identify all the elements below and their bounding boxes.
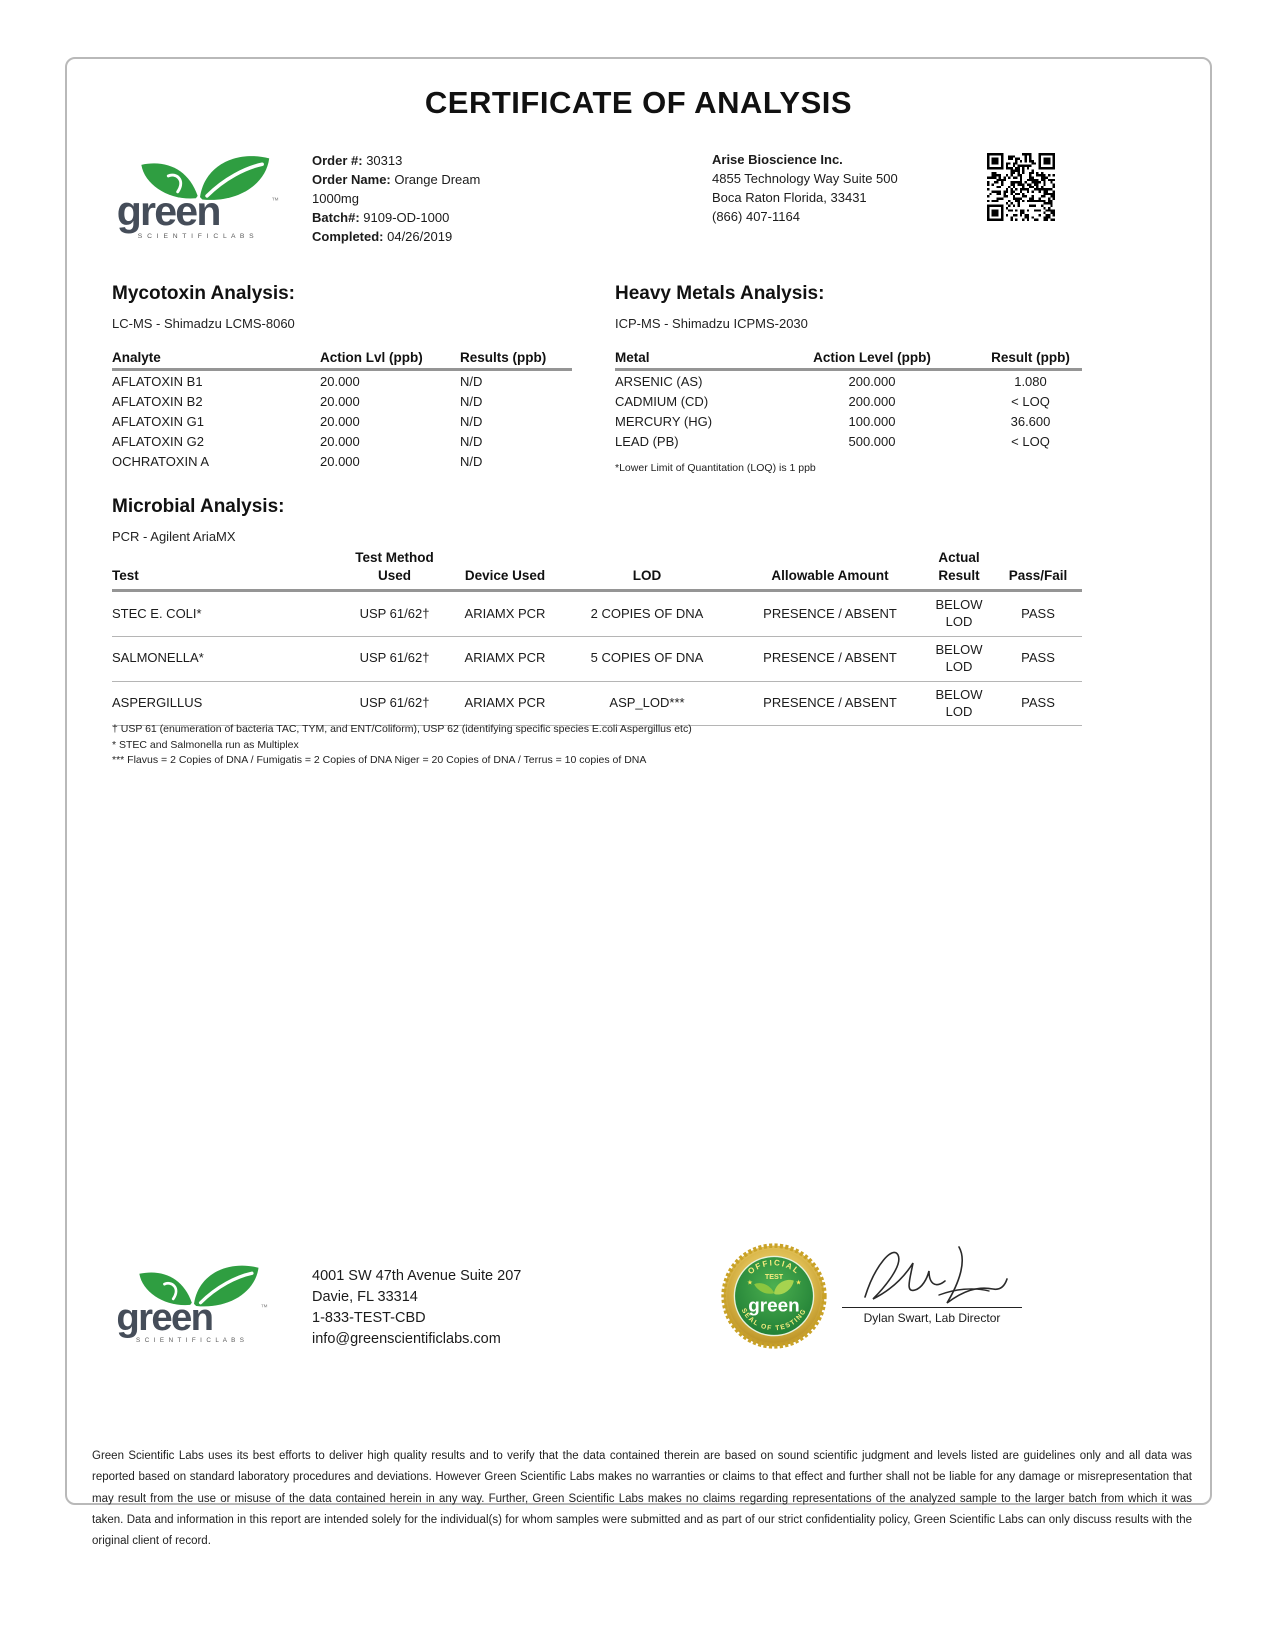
table-cell: 5 COPIES OF DNA: [558, 636, 736, 681]
table-cell: 100.000: [848, 413, 896, 429]
table-cell: USP 61/62†: [337, 636, 452, 681]
table-cell: N/D: [460, 413, 483, 429]
table-cell: 20.000: [320, 373, 360, 389]
mycotoxin-table: [112, 348, 572, 471]
logo-tagline: S C I E N T I F I C L A B S: [137, 233, 256, 241]
table-cell: PRESENCE / ABSENT: [736, 591, 924, 637]
table-cell: BELOW LOD: [924, 591, 994, 637]
table-cell: USP 61/62†: [337, 591, 452, 637]
table-row: [112, 370, 572, 392]
order-info: [312, 151, 480, 246]
microbial-heading: Microbial Analysis:: [112, 496, 285, 517]
table-cell: N/D: [460, 453, 483, 469]
table-cell: 20.000: [320, 393, 360, 409]
signature-block: [842, 1239, 1022, 1325]
client-address-2: Boca Raton Florida, 33431: [712, 190, 867, 205]
table-cell: 2 COPIES OF DNA: [558, 591, 736, 637]
seal-arc-top-text: OFFICIAL: [746, 1258, 802, 1277]
client-info: [712, 150, 898, 226]
table-cell: ARIAMX PCR: [452, 591, 558, 637]
mycotoxin-heading: Mycotoxin Analysis:: [112, 283, 296, 304]
table-cell: CADMIUM (CD): [615, 393, 709, 409]
table-row: [615, 431, 1082, 451]
table-cell: OCHRATOXIN A: [112, 453, 210, 469]
column-header-allowable-amount: Allowable Amount: [736, 547, 924, 591]
seal-test-text: TEST: [764, 1271, 784, 1281]
table-cell: PASS: [994, 681, 1082, 726]
order-number: Order #: 30313: [312, 153, 403, 168]
page-title: CERTIFICATE OF ANALYSIS: [424, 85, 853, 120]
table-cell: < LOQ: [1011, 393, 1050, 409]
column-header-action-level: Action Level (ppb): [765, 348, 979, 370]
order-strength: 1000mg: [312, 191, 359, 206]
table-cell: N/D: [460, 373, 483, 389]
signature-name: Dylan Swart, Lab Director: [863, 1311, 1001, 1325]
column-header-result: Result (ppb): [979, 348, 1082, 370]
table-cell: MERCURY (HG): [615, 413, 713, 429]
table-row: [112, 391, 572, 411]
table-cell: BELOW LOD: [924, 681, 994, 726]
table-cell: 36.600: [1010, 413, 1051, 429]
loq-footnote: *Lower Limit of Quantitation (LOQ) is 1 ppb: [615, 462, 816, 474]
table-cell: AFLATOXIN B2: [112, 393, 203, 409]
qr-code-icon: [987, 153, 1055, 221]
table-cell: SALMONELLA*: [112, 636, 337, 681]
table-cell: 200.000: [848, 393, 896, 409]
footnote-flavus: *** Flavus = 2 Copies of DNA / Fumigatis = 2 Copies of DNA Niger = 20 Copies of DNA / Terrus = 10 copies of DNA: [112, 754, 647, 766]
logo-wordmark: green: [116, 1296, 213, 1340]
table-header-row: [112, 547, 1082, 591]
table-cell: ASPERGILLUS: [112, 681, 337, 726]
table-cell: 500.000: [848, 433, 896, 449]
column-header-lod: LOD: [558, 547, 736, 591]
heavy-metals-table: [615, 348, 1082, 451]
signature-line: [842, 1307, 1022, 1308]
microbial-table: [112, 547, 1082, 726]
logo-leaves-icon: [112, 149, 288, 244]
table-cell: 20.000: [320, 433, 360, 449]
table-cell: AFLATOXIN G1: [112, 413, 204, 429]
order-name: Order Name: Orange Dream: [312, 172, 481, 187]
column-header-metal: Metal: [615, 348, 765, 370]
disclaimer-text: Green Scientific Labs uses its best efforts to deliver high quality results and to verify that the data contained therein are based on sound scientific judgment and levels listed are guidelines only and all data was reported based on standard laboratory procedures and deviations. However Green Scientific Labs makes no warranties or claims to that effect and further shall not be liable for any damage or misrepresentation that may result from the use or misuse of the data contained herein in any way. Further, Green Scientific Labs makes no claims regarding representations of the analyzed sample to the larger batch from which it was taken. Data and information in this report are intended solely for the individual(s) for whom samples were submitted and as part of our strict confidentiality policy, Green Scientific Labs can only discuss results with the original client of record.: [92, 1450, 1192, 1548]
table-header-row: [112, 348, 572, 370]
logo-tm: ™: [271, 195, 280, 205]
green-labs-logo: [112, 149, 288, 249]
table-row: [615, 370, 1082, 392]
table-cell: 20.000: [320, 453, 360, 469]
signature-icon: [847, 1239, 1017, 1311]
table-row: [615, 391, 1082, 411]
table-cell: AFLATOXIN B1: [112, 373, 203, 389]
footnote-usp: † USP 61 (enumeration of bacteria TAC, TYM, and ENT/Coliform), USP 62 (identifying specific species E.coli Aspergillus etc): [112, 723, 692, 735]
table-cell: < LOQ: [1011, 433, 1050, 449]
table-header-row: [615, 348, 1082, 370]
column-header-analyte: Analyte: [112, 348, 320, 370]
footnote-multiplex: * STEC and Salmonella run as Multiplex: [112, 738, 299, 751]
heavy-metals-heading: Heavy Metals Analysis:: [615, 283, 825, 304]
table-cell: PRESENCE / ABSENT: [736, 681, 924, 726]
microbial-method: PCR - Agilent AriaMX: [112, 529, 236, 544]
column-header-device-used: Device Used: [452, 547, 558, 591]
seal-star: ★: [795, 1279, 802, 1287]
seal-arc-bottom-text: SEAL OF TESTING: [739, 1307, 809, 1333]
lab-address-2: Davie, FL 33314: [312, 1289, 418, 1305]
table-row: [112, 681, 1082, 726]
logo-tm: ™: [260, 1303, 268, 1312]
table-cell: PASS: [994, 636, 1082, 681]
column-header-test-method: Test Method Used: [337, 547, 452, 591]
lab-address: [312, 1266, 521, 1350]
table-cell: ARIAMX PCR: [452, 681, 558, 726]
table-row: [615, 411, 1082, 431]
table-row: [112, 451, 572, 471]
logo-leaves-icon: [112, 1259, 276, 1348]
table-cell: STEC E. COLI*: [112, 591, 337, 637]
microbial-footnotes: [112, 722, 692, 769]
document-card: [65, 57, 1212, 1548]
table-cell: ARSENIC (AS): [615, 373, 703, 389]
seal-brand-text: green: [748, 1295, 800, 1317]
client-name: Arise Bioscience Inc.: [712, 152, 843, 167]
table-row: [112, 411, 572, 431]
client-phone: (866) 407-1164: [712, 209, 800, 224]
table-cell: ARIAMX PCR: [452, 636, 558, 681]
logo-tagline: S C I E N T I F I C L A B S: [136, 1337, 246, 1345]
column-header-action-lvl: Action Lvl (ppb): [320, 348, 460, 370]
table-cell: BELOW LOD: [924, 636, 994, 681]
table-row: [112, 636, 1082, 681]
client-address-1: 4855 Technology Way Suite 500: [712, 171, 898, 186]
column-header-test: Test: [112, 547, 337, 591]
table-cell: 200.000: [848, 373, 896, 389]
table-cell: ASP_LOD***: [558, 681, 736, 726]
column-header-pass-fail: Pass/Fail: [994, 547, 1082, 591]
table-cell: N/D: [460, 433, 483, 449]
lab-address-1: 4001 SW 47th Avenue Suite 207: [312, 1268, 522, 1284]
table-row: [112, 431, 572, 451]
seal-of-testing-icon: [720, 1242, 828, 1350]
column-header-actual-result: Actual Result: [924, 547, 994, 591]
table-cell: 1.080: [1014, 373, 1047, 389]
table-cell: LEAD (PB): [615, 433, 679, 449]
lab-email: info@greenscientificlabs.com: [312, 1331, 501, 1347]
table-cell: 20.000: [320, 413, 360, 429]
column-header-results: Results (ppb): [460, 348, 572, 370]
batch-number: Batch#: 9109-OD-1000: [312, 210, 450, 225]
table-cell: PRESENCE / ABSENT: [736, 636, 924, 681]
seal-star: ★: [747, 1279, 753, 1287]
green-labs-logo-footer: [112, 1259, 276, 1353]
heavy-metals-method: ICP-MS - Shimadzu ICPMS-2030: [615, 316, 808, 331]
logo-wordmark: green: [116, 188, 220, 235]
table-row: [112, 591, 1082, 637]
mycotoxin-method: LC-MS - Shimadzu LCMS-8060: [112, 316, 295, 331]
table-cell: N/D: [460, 393, 483, 409]
lab-phone: 1-833-TEST-CBD: [312, 1310, 426, 1326]
table-cell: AFLATOXIN G2: [112, 433, 204, 449]
table-cell: USP 61/62†: [337, 681, 452, 726]
table-cell: PASS: [994, 591, 1082, 637]
completed-date: Completed: 04/26/2019: [312, 229, 453, 244]
